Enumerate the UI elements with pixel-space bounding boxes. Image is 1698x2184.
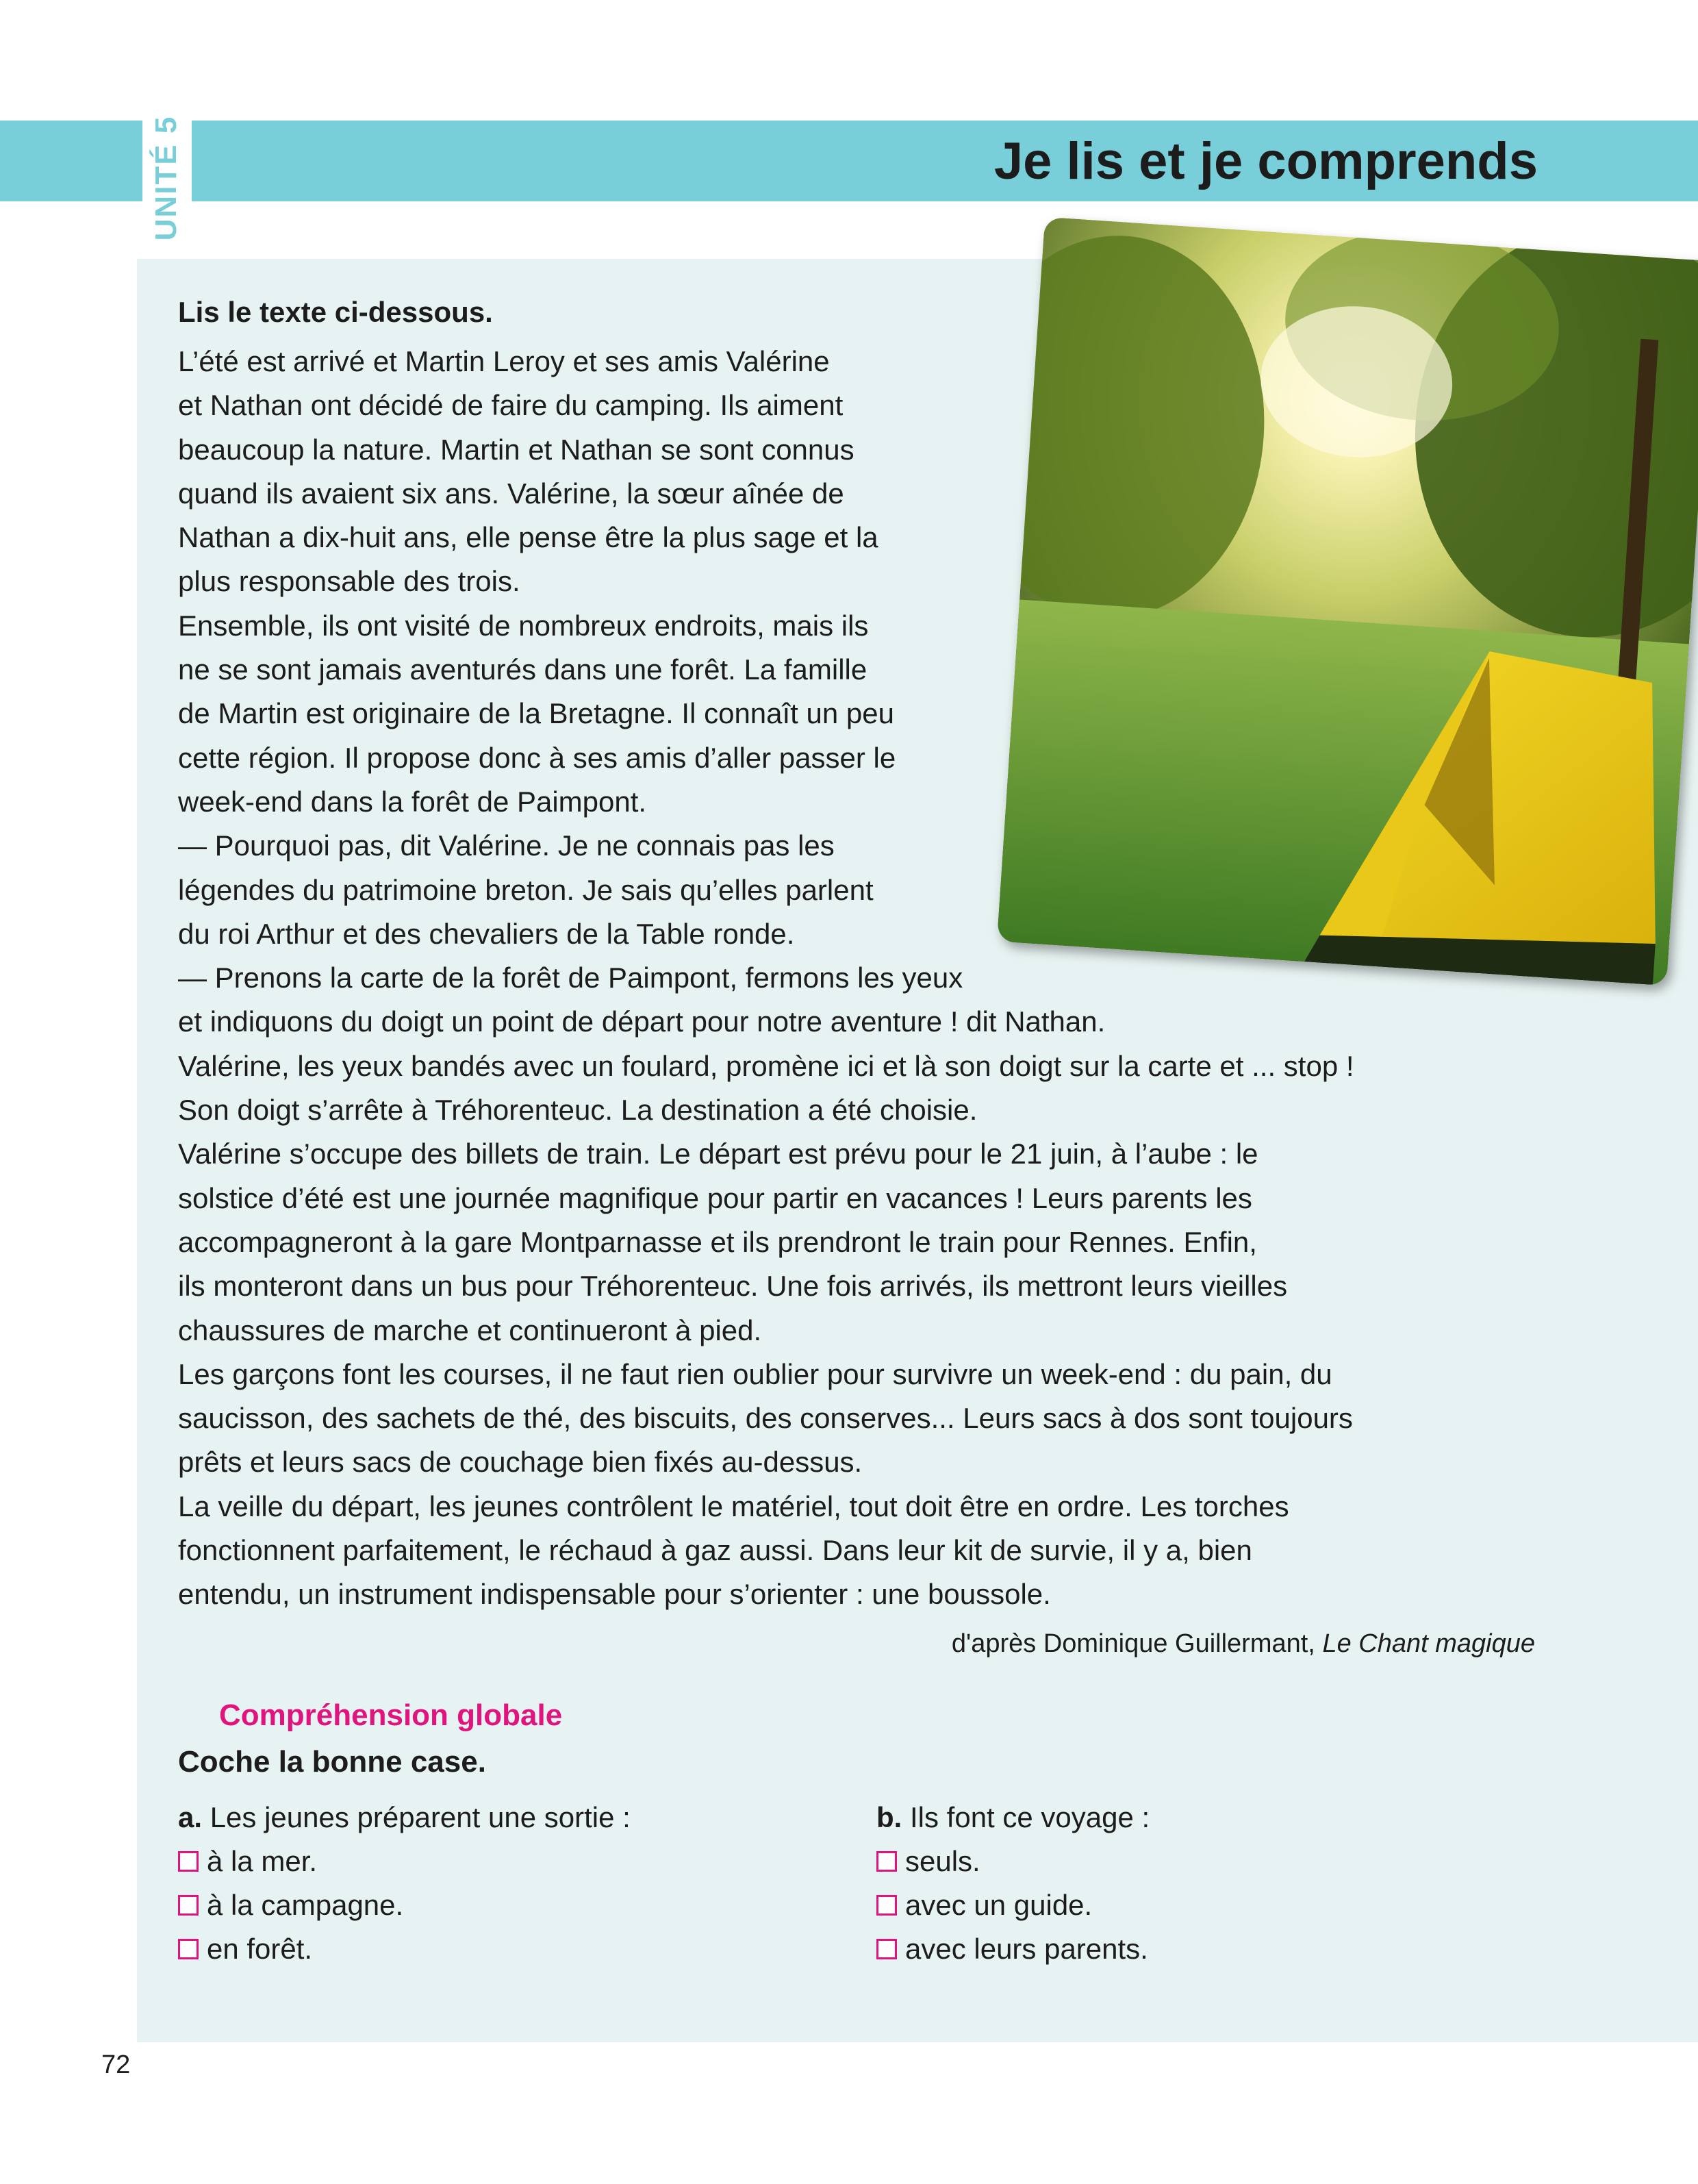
text-line: — Pourquoi pas, dit Valérine. Je ne connais pas les (178, 829, 835, 862)
text-line: quand ils avaient six ans. Valérine, la sœur aînée de (178, 477, 844, 510)
text-line: cette région. Il propose donc à ses amis d’aller passer le (178, 741, 896, 774)
attribution-work-title: Le Chant magique (1322, 1629, 1535, 1658)
text-line: solstice d’été est une journée magnifique pour partir en vacances ! Leurs parents les (178, 1181, 1252, 1214)
reading-text (178, 340, 1547, 1617)
text-line: prêts et leurs sacs de couchage bien fixés au-dessus. (178, 1446, 863, 1479)
question-prompt (876, 1796, 1150, 1840)
checkbox[interactable] (876, 1895, 897, 1916)
attribution-author: d'après Dominique Guillermant, (951, 1629, 1315, 1658)
option-label: seuls. (905, 1845, 980, 1877)
checkbox[interactable] (178, 1939, 199, 1959)
question-letter: a. (178, 1801, 203, 1833)
option-label: avec un guide. (905, 1889, 1093, 1921)
text-line: Nathan a dix-huit ans, elle pense être la plus sage et la (178, 521, 878, 554)
answer-option[interactable] (876, 1883, 1150, 1927)
checkbox[interactable] (178, 1895, 199, 1916)
question-text: Les jeunes préparent une sortie : (210, 1801, 631, 1833)
option-label: à la campagne. (207, 1889, 404, 1921)
answer-option[interactable] (178, 1840, 631, 1883)
text-line: Ensemble, ils ont visité de nombreux endroits, mais ils (178, 609, 869, 642)
question-letter: b. (876, 1801, 902, 1833)
text-line: — Prenons la carte de la forêt de Paimpont, fermons les yeux (178, 962, 963, 994)
question-b (876, 1796, 1150, 1971)
text-line: ne se sont jamais aventurés dans une forêt. La famille (178, 653, 867, 686)
page-number: 72 (101, 2050, 131, 2079)
text-line: fonctionnent parfaitement, le réchaud à gaz aussi. Dans leur kit de survie, il y a, bien (178, 1534, 1252, 1567)
checkbox[interactable] (876, 1851, 897, 1872)
question-text: Ils font ce voyage : (910, 1801, 1150, 1833)
checkbox[interactable] (178, 1851, 199, 1872)
text-line: de Martin est originaire de la Bretagne. Il connaît un peu (178, 697, 894, 730)
text-line: L’été est arrivé et Martin Leroy et ses amis Valérine (178, 345, 830, 377)
text-line: beaucoup la nature. Martin et Nathan se sont connus (178, 433, 854, 466)
question-prompt (178, 1796, 631, 1840)
text-line: accompagneront à la gare Montparnasse et ils prendront le train pour Rennes. Enfin, (178, 1225, 1257, 1258)
answer-option[interactable] (178, 1883, 631, 1927)
checkbox[interactable] (876, 1939, 897, 1959)
section-title-comprehension: Compréhension globale (219, 1698, 563, 1732)
text-line: La veille du départ, les jeunes contrôlent le matériel, tout doit être en ordre. Les torches (178, 1490, 1289, 1522)
task-instruction: Coche la bonne case. (178, 1745, 486, 1779)
text-line: Les garçons font les courses, il ne faut rien oublier pour survivre un week-end : du pain, du (178, 1357, 1332, 1390)
answer-option[interactable] (178, 1927, 631, 1971)
text-line: entendu, un instrument indispensable pour s’orienter : une boussole. (178, 1578, 1051, 1611)
text-line: légendes du patrimoine breton. Je sais qu’elles parlent (178, 873, 874, 906)
page-title: Je lis et je comprends (993, 132, 1538, 190)
reading-instruction: Lis le texte ci-dessous. (178, 296, 493, 328)
text-line: week-end dans la forêt de Paimpont. (178, 785, 647, 818)
answer-option[interactable] (876, 1927, 1150, 1971)
text-line: chaussures de marche et continueront à pied. (178, 1314, 762, 1346)
source-attribution (952, 1626, 1535, 1661)
unit-label: UNITÉ 5 (149, 115, 183, 241)
text-line: et indiquons du doigt un point de départ pour notre aventure ! dit Nathan. (178, 1005, 1106, 1038)
text-line: Son doigt s’arrête à Tréhorenteuc. La destination a été choisie. (178, 1094, 978, 1127)
option-label: à la mer. (207, 1845, 318, 1877)
answer-option[interactable] (876, 1840, 1150, 1883)
text-line: plus responsable des trois. (178, 565, 520, 598)
option-label: en forêt. (207, 1933, 313, 1965)
text-line: saucisson, des sachets de thé, des biscuits, des conserves... Leurs sacs à dos sont toujours (178, 1402, 1353, 1435)
option-label: avec leurs parents. (905, 1933, 1148, 1965)
text-line: Valérine, les yeux bandés avec un foulard, promène ici et là son doigt sur la carte et ... stop ! (178, 1049, 1354, 1082)
text-line: du roi Arthur et des chevaliers de la Table ronde. (178, 917, 795, 950)
text-line: et Nathan ont décidé de faire du camping. Ils aiment (178, 389, 844, 422)
text-line: ils monteront dans un bus pour Tréhorenteuc. Une fois arrivés, ils mettront leurs vieilles (178, 1270, 1288, 1303)
question-a (178, 1796, 631, 1971)
text-line: Valérine s’occupe des billets de train. Le départ est prévu pour le 21 juin, à l’aube : le (178, 1138, 1258, 1170)
